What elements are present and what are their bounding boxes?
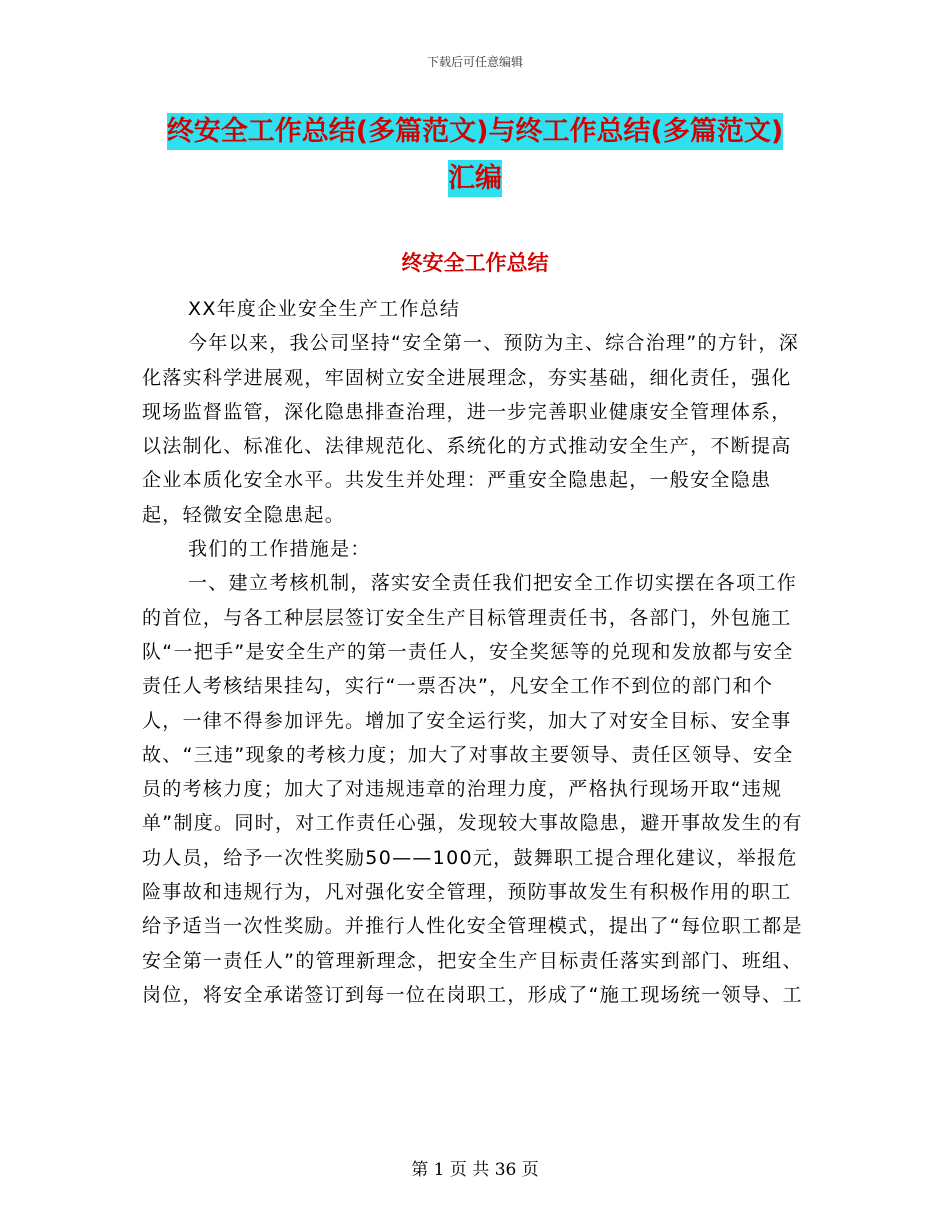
header-note: 下载后可任意编辑 [426,55,523,69]
page-footer: 第 1 页 共 36 页 [411,1160,539,1180]
section-title: 终安全工作总结 [401,251,549,275]
body-text [142,292,810,1012]
paragraph: 我们的工作措施是： [188,538,371,561]
title-line-1: 终安全工作总结(多篇范文)与终工作总结(多篇范文) [167,113,783,150]
paragraph: 一、建立考核机制，落实安全责任我们把安全工作切实摆在各项工作的首位，与各工种层层签订安全生产目标管理责任书，各部门，外包施工队“一把手”是安全生产的第一责任人，安全奖惩等的兑现和发放都与安全责任人考核结果挂勾，实行“一票否决”，凡安全工作不到位的部门和个人，一律不得参加评先。增加了安全运行奖，加大了对安全目标、安全事故、“三违”现象的考核力度；加大了对事故主要领导、责任区领导、安全员的考核力度；加大了对违规违章的治理力度，严格执行现场开取“违规单”制度。同时，对工作责任心强，发现较大事故隐患，避开事故发生的有功人员，给予一次性奖励50——100元，鼓舞职工提合理化建议，举报危险事故和违规行为，凡对强化安全管理，预防事故发生有积极作用的职工给予适当一次性奖励。并推行人性化安全管理模式，提出了“每位职工都是安全第一责任人”的管理新理念，把安全生产目标责任落实到部门、班组、岗位，将安全承诺签订到每一位在岗职工，形成了“施工现场统一领导、工 [142,572,803,1006]
document-title [0,108,950,202]
paragraph: 今年以来，我公司坚持“安全第一、预防为主、综合治理”的方针，深化落实科学进展观，牢固树立安全进展理念，夯实基础，细化责任，强化现场监督监管，深化隐患排查治理，进一步完善职业健康安全管理体系，以法制化、标准化、法律规范化、系统化的方式推动安全生产，不断提高企业本质化安全水平。共发生并处理：严重安全隐患起，一般安全隐患起，轻微安全隐患起。 [142,332,799,526]
title-line-2: 汇编 [448,160,502,197]
paragraph-heading: XX年度企业安全生产工作总结 [188,298,461,320]
